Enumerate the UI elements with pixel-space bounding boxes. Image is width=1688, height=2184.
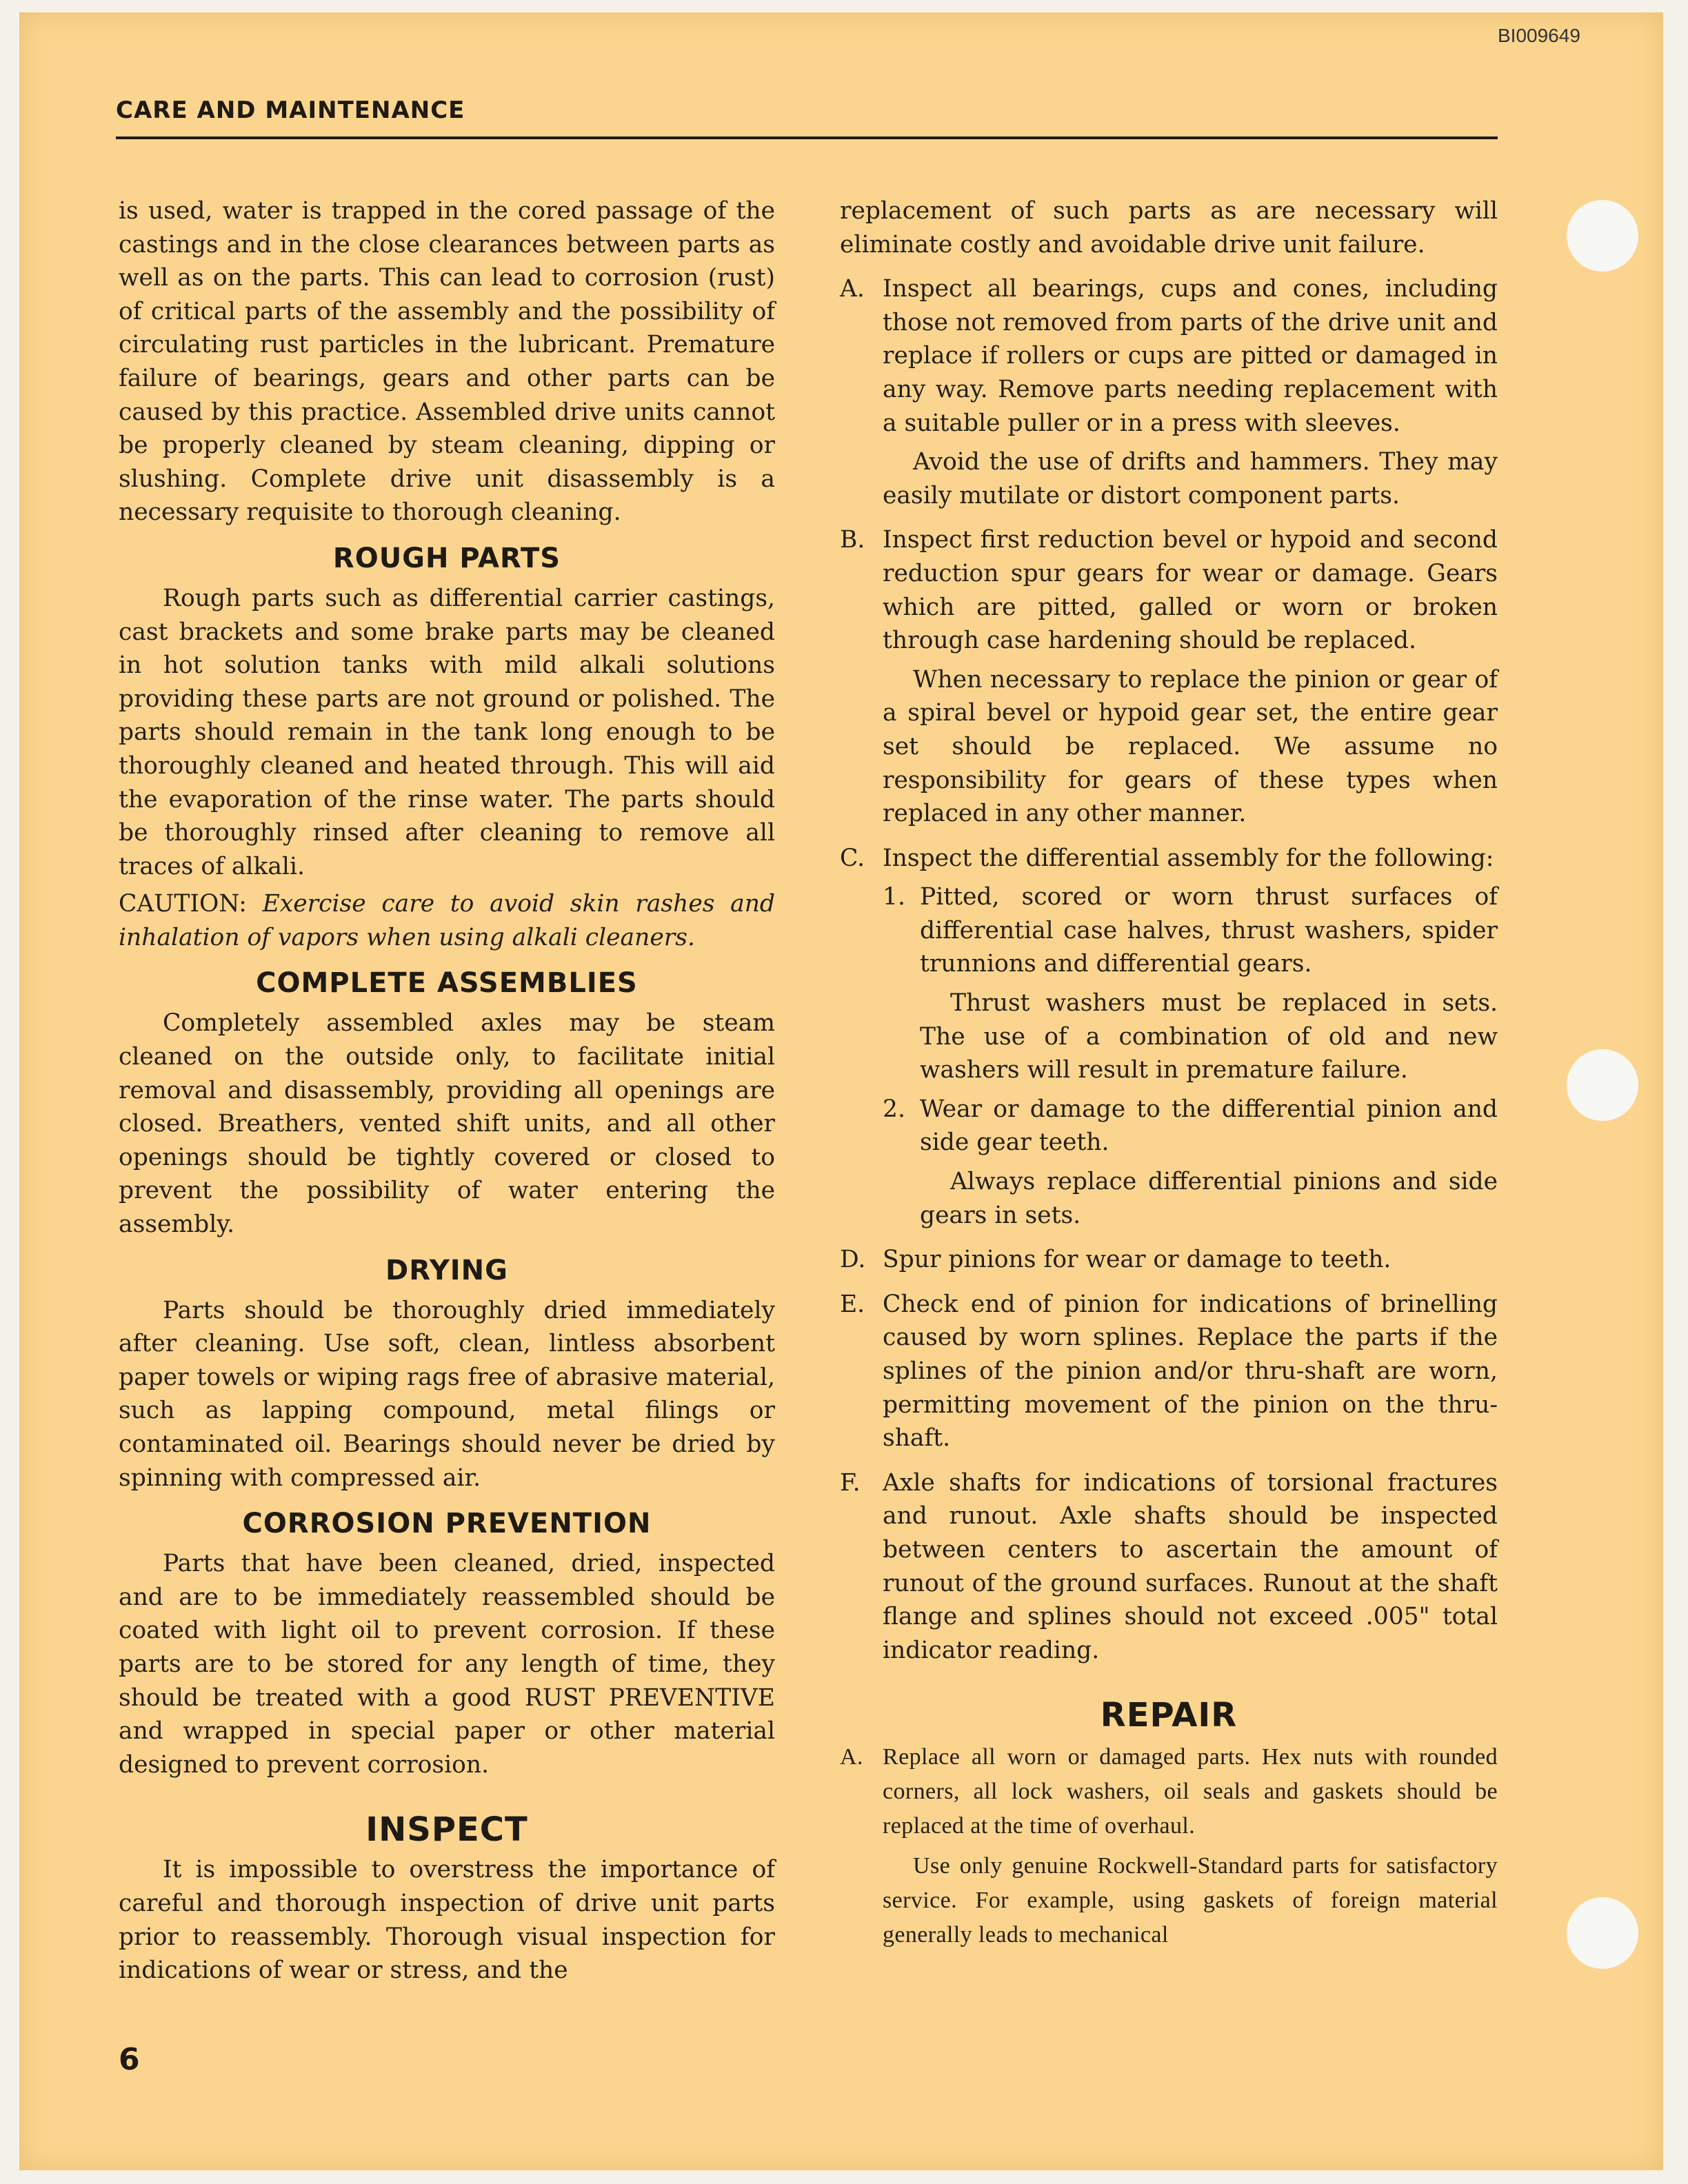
rough-parts-paragraph: Rough parts such as differential carrier castings, cast brackets and some brake parts may be cleaned in hot solution tanks with mild alkali solutions providing these parts are not ground or polished. The parts should remain in the tank long enough to be thoroughly cleaned and heated through. This will aid the evaporation of the rinse water. The parts should be thoroughly rinsed after cleaning to remove all traces of alkali. xyxy=(119,584,775,880)
inspect-continued-paragraph: replacement of such parts as are necessary will eliminate costly and avoidable drive unit failure. xyxy=(840,197,1498,259)
list-item-e xyxy=(840,1288,1498,1455)
binder-hole-top xyxy=(1567,200,1638,272)
list-item-c xyxy=(840,842,1498,1233)
binder-hole-middle xyxy=(1567,1049,1638,1121)
inspect-heading: INSPECT xyxy=(365,1810,528,1850)
right-column xyxy=(840,194,1498,1952)
sub-item-note: Always replace differential pinions and side gears in sets. xyxy=(920,1168,1498,1229)
sub-item-1 xyxy=(883,880,1498,1087)
inspect-paragraph: It is impossible to overstress the importance of careful and thorough inspection of drive unit parts prior to reassembly. Thorough visual inspection for indications of wear or stress, and the xyxy=(119,1856,775,1985)
item-note: Use only genuine Rockwell-Standard parts for satisfactory service. For example, using gaskets of foreign material generally leads to mechanical xyxy=(883,1853,1498,1948)
item-note: When necessary to replace the pinion or gear of a spiral bevel or hypoid gear set, the entire gear set should be replaced. We assume no responsibility for gears of these types when replaced in any other manner. xyxy=(883,665,1498,828)
drying-paragraph: Parts should be thoroughly dried immediately after cleaning. Use soft, clean, lintless absorbent paper towels or wiping rags free of abrasive material, such as lapping compound, metal filings or contaminated oil. Bearings should never be dried by spinning with compressed air. xyxy=(119,1296,775,1492)
section-header: CARE AND MAINTENANCE xyxy=(116,97,465,124)
repair-item-a xyxy=(840,1740,1498,1952)
list-item-b xyxy=(840,523,1498,830)
item-marker: A. xyxy=(840,275,865,303)
sub-item-text: Wear or damage to the differential pinion and side gear teeth. xyxy=(920,1095,1498,1157)
item-text: Spur pinions for wear or damage to teeth. xyxy=(883,1246,1391,1274)
caution-label: CAUTION: xyxy=(119,890,247,918)
header-rule xyxy=(116,136,1498,139)
caution-text: Exercise care to avoid skin rashes and inhalation of vapors when using alkali cleaners. xyxy=(119,890,776,951)
item-marker: B. xyxy=(840,526,865,554)
item-marker: C. xyxy=(840,844,865,872)
intro-paragraph: is used, water is trapped in the cored passage of the castings and in the close clearances between parts as well as on the parts. This can lead to corrosion (rust) of critical parts of the assembly and the possibility of circulating rust particles in the lubricant. Premature failure of bearings, gears and other parts can be caused by this practice. Assembled drive units cannot be properly cleaned by steam cleaning, dipping or slushing. Complete drive unit disassembly is a necessary requisite to thorough cleaning. xyxy=(119,197,775,527)
drying-heading: DRYING xyxy=(385,1254,508,1286)
sub-item-marker: 1. xyxy=(883,883,905,911)
repair-heading: REPAIR xyxy=(1100,1696,1238,1735)
complete-assemblies-paragraph: Completely assembled axles may be steam cleaned on the outside only, to facilitate initial removal and disassembly, providing all openings are closed. Breathers, vented shift units, and all other openings should be tightly covered or closed to prevent the possibility of water entering the assembly. xyxy=(119,1009,775,1239)
rough-parts-heading: ROUGH PARTS xyxy=(332,542,561,574)
corrosion-prevention-heading: CORROSION PREVENTION xyxy=(242,1508,652,1540)
item-text: Axle shafts for indications of torsional fractures and runout. Axle shafts should be inspected between centers to ascertain the amount of runout of the ground surfaces. Runout at the shaft flange and splines should not exceed .005" total indicator reading. xyxy=(883,1468,1498,1664)
list-item-f xyxy=(840,1466,1498,1668)
sub-item-text: Pitted, scored or worn thrust surfaces of differential case halves, thrust washers, spider trunnions and differential gears. xyxy=(920,883,1498,978)
sub-item-2 xyxy=(883,1093,1498,1232)
complete-assemblies-heading: COMPLETE ASSEMBLIES xyxy=(256,967,638,1000)
sub-item-marker: 2. xyxy=(883,1095,905,1123)
page-number: 6 xyxy=(119,2042,140,2077)
item-text: Check end of pinion for indications of brinelling caused by worn splines. Replace the parts if the splines of the pinion and/or thru-shaft are worn, permitting movement of the pinion on the thru-shaft. xyxy=(883,1290,1498,1453)
item-marker: D. xyxy=(840,1246,866,1274)
item-marker: F. xyxy=(840,1468,861,1497)
caution-paragraph xyxy=(119,887,775,954)
item-text: Inspect the differential assembly for the following: xyxy=(883,844,1494,872)
list-item-d xyxy=(840,1243,1498,1277)
item-marker: E. xyxy=(840,1290,865,1318)
item-marker: A. xyxy=(840,1744,863,1770)
list-item-a xyxy=(840,272,1498,512)
item-note: Avoid the use of drifts and hammers. They may easily mutilate or distort component parts. xyxy=(883,448,1498,509)
item-text: Inspect all bearings, cups and cones, including those not removed from parts of the drive unit and replace if rollers or cups are pitted or damaged in any way. Remove parts needing replacement with a suitable puller or in a press with sleeves. xyxy=(883,275,1498,437)
left-column xyxy=(119,194,775,1988)
sub-item-note: Thrust washers must be replaced in sets. The use of a combination of old and new washers will result in premature failure. xyxy=(920,989,1498,1084)
document-id: BI009649 xyxy=(1498,25,1580,46)
item-text: Replace all worn or damaged parts. Hex nuts with rounded corners, all lock washers, oil seals and gaskets should be replaced at the time of overhaul. xyxy=(883,1744,1498,1839)
corrosion-prevention-paragraph: Parts that have been cleaned, dried, inspected and are to be immediately reassembled should be coated with light oil to prevent corrosion. If these parts are to be stored for any length of time, they should be treated with a good RUST PREVENTIVE and wrapped in special paper or other material designed to prevent corrosion. xyxy=(119,1550,775,1779)
item-text: Inspect first reduction bevel or hypoid and second reduction spur gears for wear or damage. Gears which are pitted, galled or worn or broken through case hardening should be replaced. xyxy=(883,526,1498,655)
binder-hole-bottom xyxy=(1567,1897,1638,1969)
